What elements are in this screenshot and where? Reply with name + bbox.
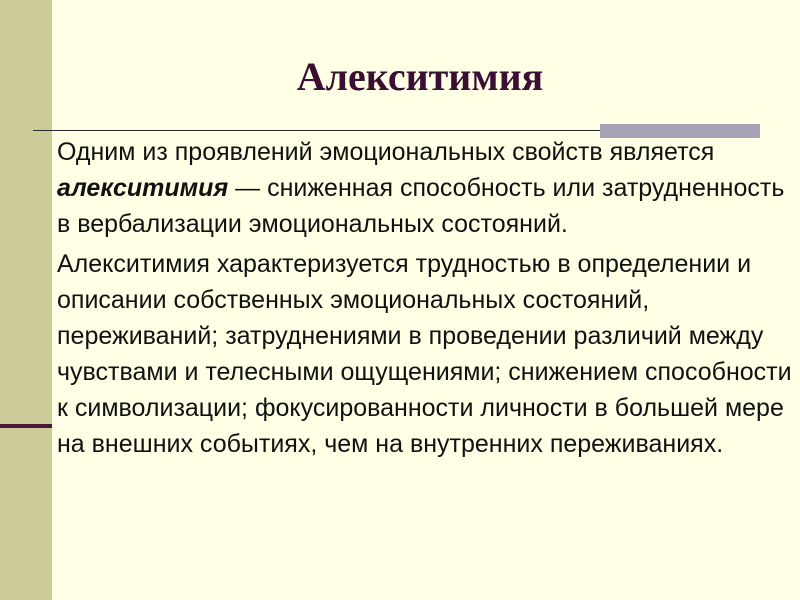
- paragraph-characteristics: Алекситимия характеризуется трудностью в определении и описании собственных эмоциональных состояний, переживаний; затруднениями в проведении различий между чувствами и телесными ощущениями; снижением способности к символизации; фокусированности личности в большей мере на внешних событиях, чем на внутренних переживаниях.: [57, 250, 792, 458]
- slide-title: Алекситимия: [296, 54, 544, 99]
- slide-body: [57, 134, 797, 466]
- paragraph-definition-rest: — сниженная способность или затрудненность в вербализации эмоциональных состояний.: [57, 174, 785, 238]
- paragraph-definition: [57, 134, 797, 242]
- paragraph-definition-lead: Одним из проявлений эмоциональных свойств является: [57, 138, 715, 166]
- left-decor-line: [0, 424, 52, 428]
- term-alexithymia: алекситимия: [57, 174, 229, 202]
